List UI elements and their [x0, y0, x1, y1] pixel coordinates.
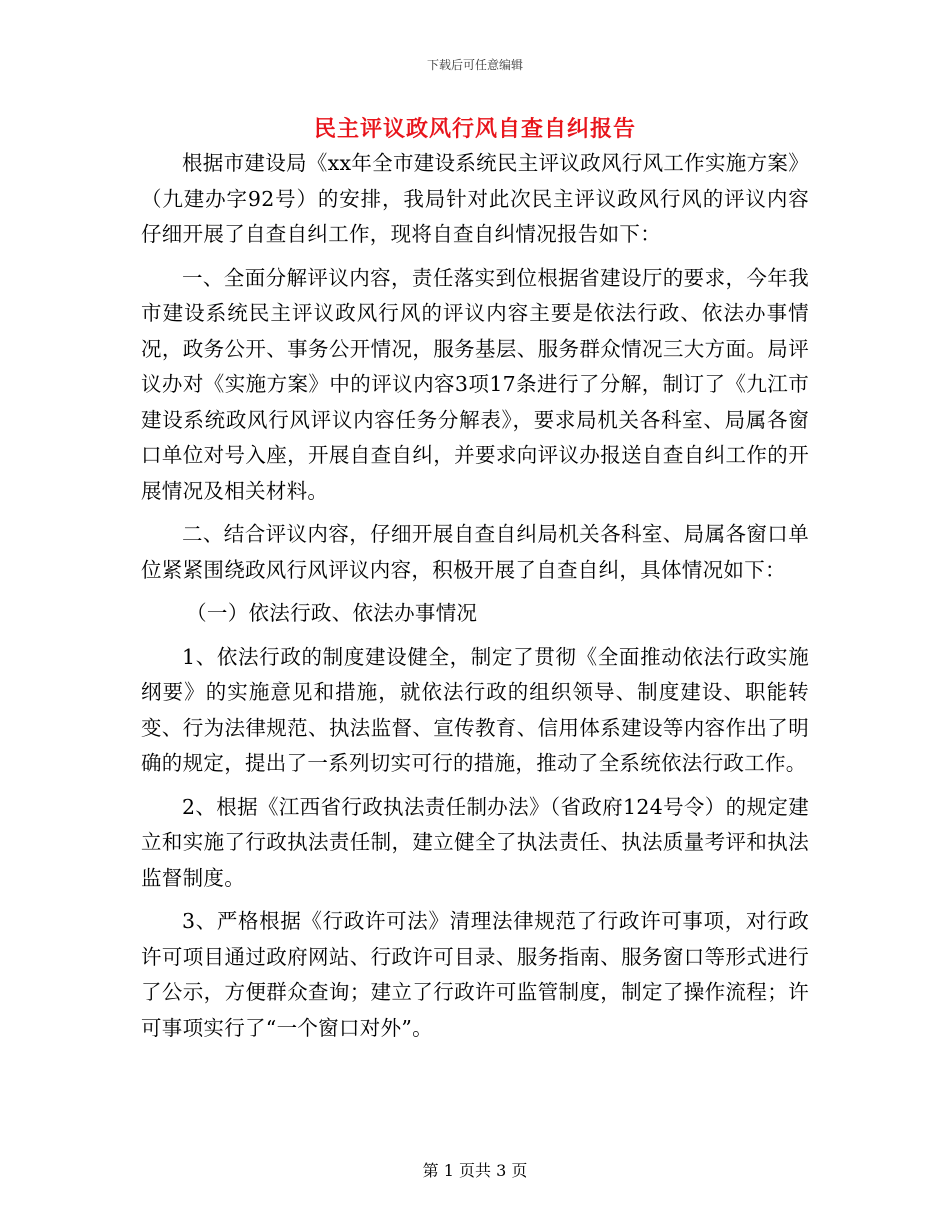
paragraph-item-2: 2、根据《江西省行政执法责任制办法》（省政府124号令）的规定建立和实施了行政执法责任制，建立健全了执法责任、执法质量考评和执法监督制度。 — [141, 794, 809, 890]
document-body — [141, 146, 809, 1046]
paragraph-item-1: 1、依法行政的制度建设健全，制定了贯彻《全面推动依法行政实施纲要》的实施意见和措施，就依法行政的组织领导、制度建设、职能转变、行为法律规范、执法监督、宣传教育、信用体系建设等内容作出了明确的规定，提出了一系列切实可行的措施，推动了全系统依法行政工作。 — [141, 644, 809, 775]
header-note: 下载后可任意编辑 — [426, 58, 523, 72]
paragraph-item-3: 3、严格根据《行政许可法》清理法律规范了行政许可事项，对行政许可项目通过政府网站、行政许可目录、服务指南、服务窗口等形式进行了公示，方便群众查询；建立了行政许可监管制度，制定了操作流程；许可事项实行了“一个窗口对外”。 — [141, 909, 809, 1040]
paragraph-section-1: 一、全面分解评议内容，责任落实到位根据省建设厅的要求，今年我市建设系统民主评议政风行风的评议内容主要是依法行政、依法办事情况，政务公开、事务公开情况，服务基层、服务群众情况三大方面。局评议办对《实施方案》中的评议内容3项17条进行了分解，制订了《九江市建设系统政风行风评议内容任务分解表》，要求局机关各科室、局属各窗口单位对号入座，开展自查自纠，并要求向评议办报送自查自纠工作的开展情况及相关材料。 — [141, 265, 809, 503]
subheading-lawful-administration: （一）依法行政、依法办事情况 — [186, 601, 478, 625]
paragraph-intro: 根据市建设局《xx年全市建设系统民主评议政风行风工作实施方案》（九建办字92号）的安排，我局针对此次民主评议政风行风的评议内容仔细开展了自查自纠工作，现将自查自纠情况报告如下： — [141, 151, 809, 246]
page-indicator: 第 1 页共 3 页 — [422, 1161, 528, 1180]
paragraph-section-2: 二、结合评议内容，仔细开展自查自纠局机关各科室、局属各窗口单位紧紧围绕政风行风评议内容，积极开展了自查自纠，具体情况如下： — [141, 522, 809, 582]
document-title: 民主评议政风行风自查自纠报告 — [313, 116, 636, 142]
